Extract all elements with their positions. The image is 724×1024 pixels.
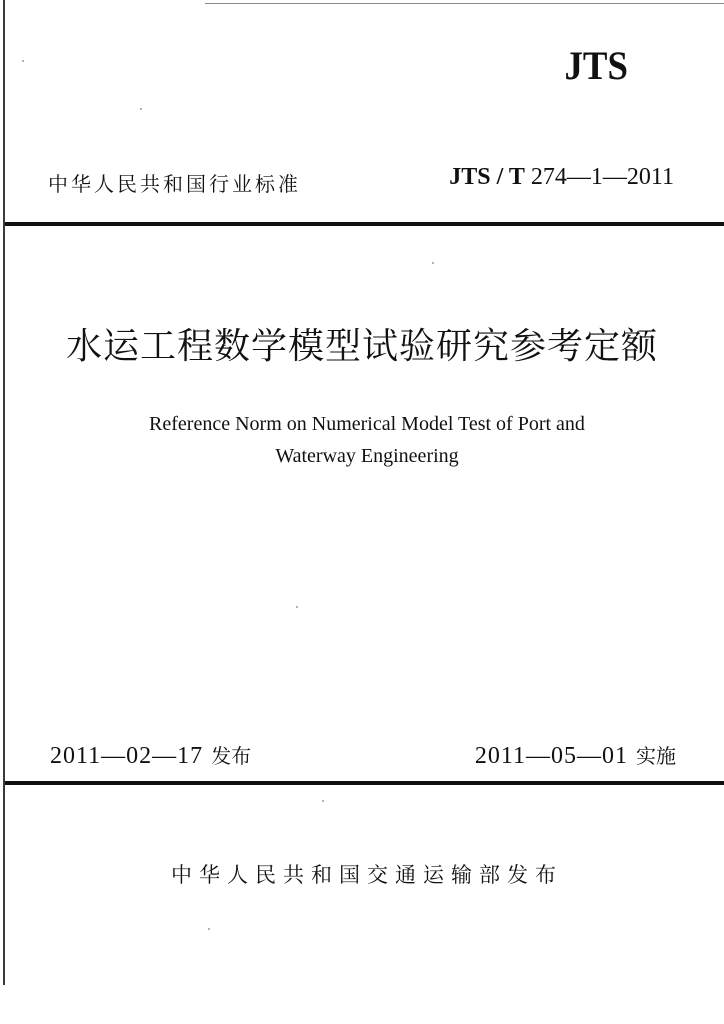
standard-code-number: 274—1—2011 [530,164,674,190]
title-chinese: 水运工程数学模型试验研究参考定额 [65,326,658,367]
brand-logo-text: JTS [564,43,628,88]
scan-top-mark [205,3,724,4]
scan-left-edge [3,0,5,985]
scan-speck [322,800,324,802]
scan-speck [140,108,142,110]
effective-date-label: 实施 [636,744,676,768]
effective-date [475,740,676,770]
issue-date-label: 发布 [211,744,252,768]
standard-code [449,164,674,191]
scan-speck [208,928,210,930]
issue-date [50,740,251,770]
title-english [0,408,724,472]
scan-speck [22,60,24,62]
header-divider [5,222,724,226]
effective-date-value: 2011—05—01 [474,743,628,769]
standard-code-prefix: JTS / T [449,164,525,190]
standard-category: 中华人民共和国行业标准 [48,172,301,196]
date-divider [5,781,724,785]
scan-speck [432,262,434,264]
title-english-line2: Waterway Engineering [275,445,459,467]
publisher: 中华人民共和国交通运输部发布 [171,863,563,887]
issue-date-value: 2011—02—17 [50,743,204,769]
scan-speck [296,606,298,608]
title-english-line1: Reference Norm on Numerical Model Test of Port and [149,413,585,435]
